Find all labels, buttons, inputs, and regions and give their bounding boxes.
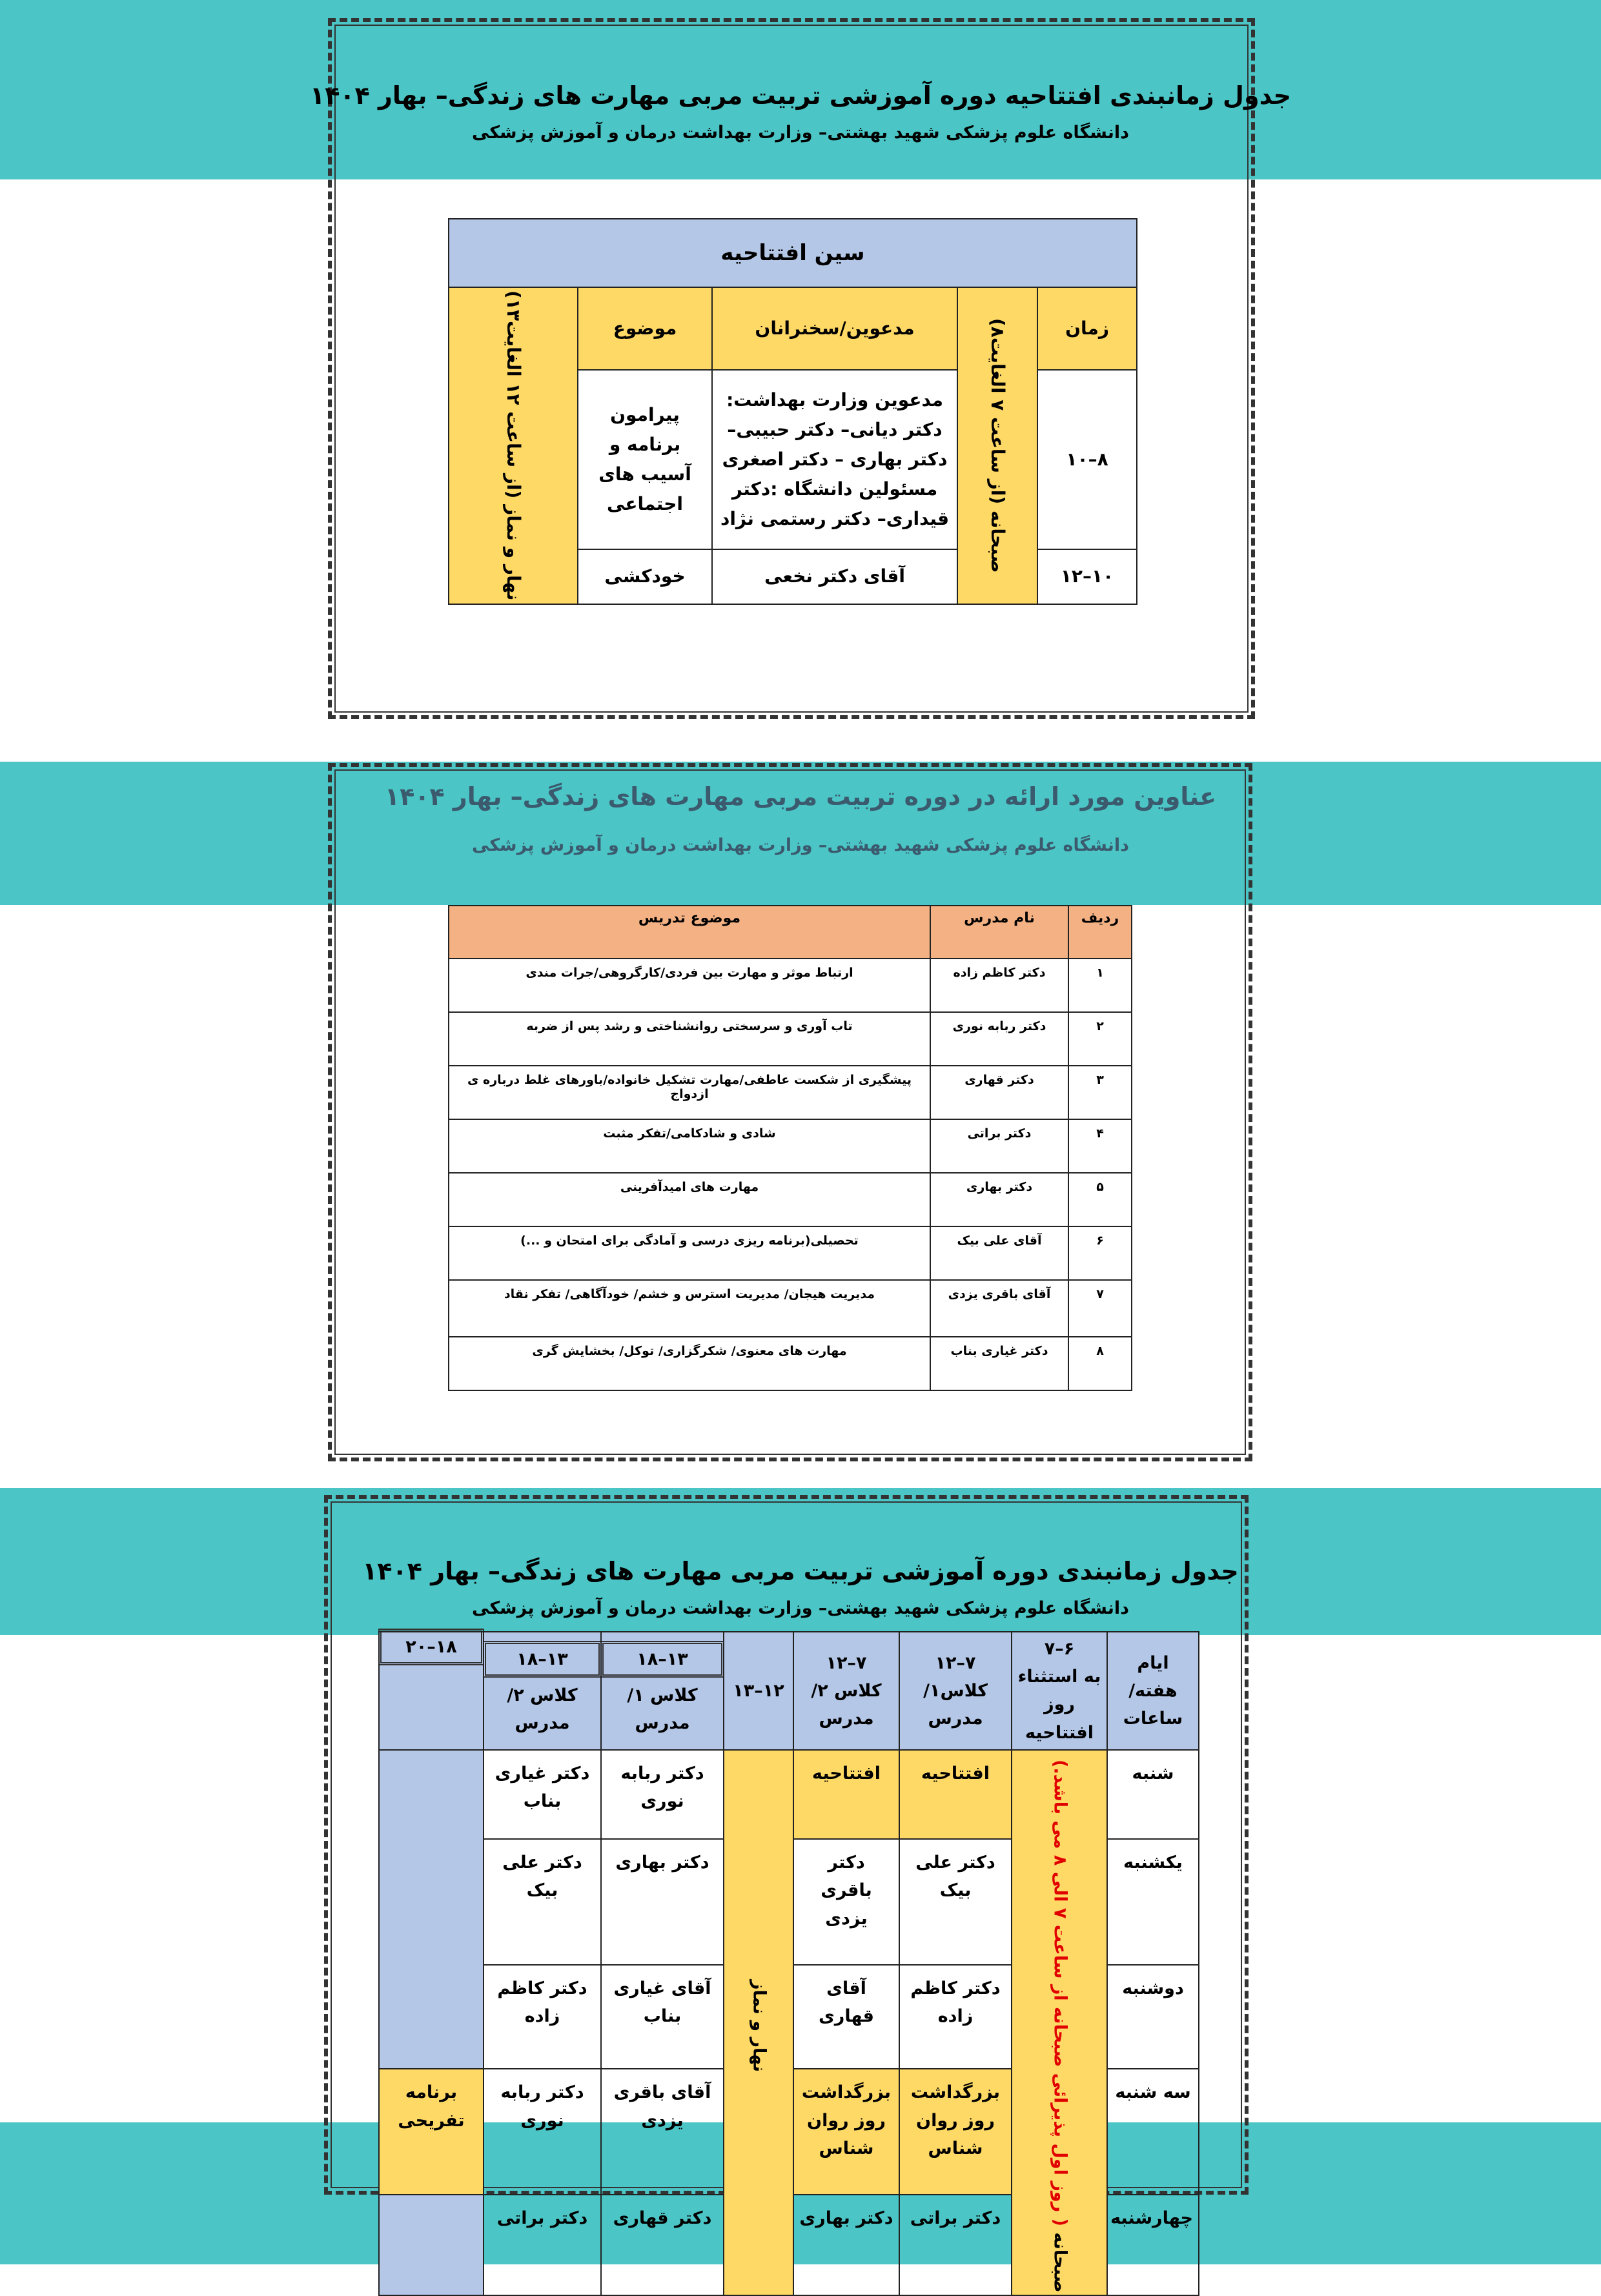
header-13-18a-time: ۱۳–۱۸	[600, 1641, 724, 1678]
table-row	[449, 1173, 1132, 1226]
morning-class2: دکتر بهاری	[793, 2195, 899, 2295]
header-guests: مدعوین/سخنرانان	[712, 287, 957, 370]
header-7-12a-time: ۷–۱۲	[935, 1652, 976, 1673]
table-row	[449, 1280, 1132, 1337]
row-subject: مدیریت هیجان/ مدیریت استرس و خشم/ خودآگاهی/ تفکر نقاد	[449, 1280, 930, 1337]
row-subject: تاب آوری و سرسختی روانشناختی و رشد پس از ضربه	[449, 1012, 930, 1066]
header-class1b: کلاس ۱/ مدرس	[627, 1685, 698, 1733]
row-subject: تحصیلی(برنامه ریزی درسی و آمادگی برای امتحان و ...)	[449, 1226, 930, 1280]
header-class2b: کلاس ۲/ مدرس	[507, 1685, 578, 1733]
day-cell: یکشنبه	[1107, 1839, 1199, 1965]
morning-class2: بزرگداشت روز روان شناس	[793, 2069, 899, 2195]
row-teacher: دکتر بهاری	[930, 1173, 1068, 1226]
header-row-number: ردیف	[1068, 906, 1132, 959]
morning-class1: بزرگداشت روز روان شناس	[899, 2069, 1012, 2195]
row-subject: مهارت های معنوی/ شکرگزاری/ توکل/ بخشایش گری	[449, 1337, 930, 1390]
row-teacher: دکتر کاظم زاده	[930, 959, 1068, 1012]
day-cell: دوشنبه	[1107, 1965, 1199, 2069]
row2-topic: خودکشی	[578, 549, 712, 604]
afternoon-class2: دکتر کاظم زاده	[484, 1965, 601, 2069]
morning-class1: دکتر براتی	[899, 2195, 1012, 2295]
table-row	[449, 1012, 1132, 1066]
header-18-20	[379, 1632, 484, 1750]
breakfast-label: صبحانه (از ساعت ۷ الغایت۸)	[987, 318, 1009, 573]
breakfast-note: ( روز اول پذیرائی صبحانه از ساعت ۷ الی ۸ می باشد.)	[1050, 1759, 1070, 2226]
opening-table-title: سین افتتاحیه	[449, 219, 1137, 287]
row-subject: مهارت های امیدآفرینی	[449, 1173, 930, 1226]
row-number: ۱	[1068, 959, 1132, 1012]
row-number: ۲	[1068, 1012, 1132, 1066]
day-cell: سه شنبه	[1107, 2069, 1199, 2195]
breakfast-cell	[1012, 1750, 1107, 2296]
header-7-12-class1	[899, 1632, 1012, 1750]
row2-guests: آقای دکتر نخعی	[712, 549, 957, 604]
morning-class1: دکتر کاظم زاده	[899, 1965, 1012, 2069]
table-row	[449, 1066, 1132, 1119]
afternoon-class2: دکتر غیاری بناب	[484, 1750, 601, 1839]
breakfast-label: صبحانه	[1050, 2232, 1070, 2293]
section1-subtitle: دانشگاه علوم پزشکی شهید بهشتی– وزارت بهداشت درمان و آموزش پزشکی	[472, 123, 1129, 143]
afternoon-class1: دکتر ربابه نوری	[601, 1750, 724, 1839]
recreation-cell: برنامه تفریحی	[379, 2069, 484, 2195]
breakfast-vertical	[1046, 1760, 1073, 2293]
morning-class2: دکتر باقری یزدی	[793, 1839, 899, 1965]
header-teacher: نام مدرس	[930, 906, 1068, 959]
section2-subtitle: دانشگاه علوم پزشکی شهید بهشتی– وزارت بهداشت درمان و آموزش پزشکی	[472, 835, 1129, 855]
table-row	[379, 1750, 1199, 1839]
lunch-cell	[724, 1750, 793, 2296]
lunch-cell	[449, 287, 578, 604]
table-row	[449, 1337, 1132, 1390]
row1-time: ۸–۱۰	[1037, 370, 1137, 549]
opening-table	[448, 218, 1137, 605]
morning-class2: آقای قهاری	[793, 1965, 899, 2069]
header-18-20-time: ۱۸–۲۰	[378, 1629, 484, 1665]
schedule-table	[378, 1631, 1199, 2296]
row-number: ۵	[1068, 1173, 1132, 1226]
row1-topic: پیرامون برنامه و آسیب های اجتماعی	[578, 370, 712, 549]
evening-empty	[379, 1750, 484, 2069]
row-teacher: دکتر قهاری	[930, 1066, 1068, 1119]
table-row	[449, 1226, 1132, 1280]
row-teacher: دکتر براتی	[930, 1119, 1068, 1173]
afternoon-class1: آقای باقری یزدی	[601, 2069, 724, 2195]
afternoon-class2: دکتر ربابه نوری	[484, 2069, 601, 2195]
header-13-18-class2	[484, 1632, 601, 1750]
day-cell: چهارشنبه	[1107, 2195, 1199, 2295]
row-subject: پیشگیری از شکست عاطفی/مهارت تشکیل خانواده/باورهای غلط درباره ی ازدواج	[449, 1066, 930, 1119]
day-cell: شنبه	[1107, 1750, 1199, 1839]
section3-subtitle: دانشگاه علوم پزشکی شهید بهشتی– وزارت بهداشت درمان و آموزش پزشکی	[472, 1598, 1129, 1618]
morning-class1: دکتر علی بیک	[899, 1839, 1012, 1965]
row2-time: ۱۰–۱۲	[1037, 549, 1137, 604]
morning-class1: افتتاحیه	[899, 1750, 1012, 1839]
header-topic: موضوع	[578, 287, 712, 370]
row-teacher: دکتر ربابه نوری	[930, 1012, 1068, 1066]
morning-class2: افتتاحیه	[793, 1750, 899, 1839]
row-number: ۳	[1068, 1066, 1132, 1119]
row-subject: شادی و شادکامی/تفکر مثبت	[449, 1119, 930, 1173]
header-class1: کلاس۱/ مدرس	[923, 1680, 988, 1729]
header-6-7	[1012, 1632, 1107, 1750]
evening-empty	[379, 2195, 484, 2295]
breakfast-cell	[957, 287, 1037, 604]
row-number: ۸	[1068, 1337, 1132, 1390]
header-7-12b-time: ۷–۱۲	[826, 1652, 867, 1673]
afternoon-class2: دکتر علی بیک	[484, 1839, 601, 1965]
row-subject: ارتباط موثر و مهارت بین فردی/کارگروهی/جرات مندی	[449, 959, 930, 1012]
header-days: ایام هفته/ساعات	[1107, 1632, 1199, 1750]
row-teacher: آقای باقری یزدی	[930, 1280, 1068, 1337]
header-6-7-note: به استثناء روز افتتاحیه	[1017, 1667, 1101, 1743]
header-7-12-class2	[793, 1632, 899, 1750]
header-time: زمان	[1037, 287, 1137, 370]
section2-title: عناوین مورد ارائه در دوره تربیت مربی مهارت های زندگی– بهار ۱۴۰۴	[384, 782, 1217, 811]
afternoon-class1: آقای غیاری بناب	[601, 1965, 724, 2069]
topics-table	[448, 905, 1132, 1391]
afternoon-class1: دکتر قهاری	[601, 2195, 724, 2295]
header-6-7-time: ۶–۷	[1044, 1639, 1075, 1659]
row-number: ۷	[1068, 1280, 1132, 1337]
header-13-18-class1	[601, 1632, 724, 1750]
row-teacher: دکتر غیاری بناب	[930, 1337, 1068, 1390]
header-13-18b-time: ۱۳–۱۸	[483, 1641, 602, 1678]
lunch-label: نهار و نماز (از ساعت ۱۲ الغایت۱۳)	[503, 290, 525, 601]
afternoon-class2: دکتر براتی	[484, 2195, 601, 2295]
row-number: ۶	[1068, 1226, 1132, 1280]
header-class2: کلاس ۲/مدرس	[811, 1680, 882, 1729]
header-12-13: ۱۲–۱۳	[724, 1632, 793, 1750]
section3-title: جدول زمانبندی دوره آموزشی تربیت مربی مهارت های زندگی– بهار ۱۴۰۴	[362, 1557, 1239, 1585]
table-row	[449, 959, 1132, 1012]
row-teacher: آقای علی بیک	[930, 1226, 1068, 1280]
section1-title: جدول زمانبندی افتتاحیه دوره آموزشی تربیت مربی مهارت های زندگی– بهار ۱۴۰۴	[310, 81, 1291, 110]
row-number: ۴	[1068, 1119, 1132, 1173]
table-row	[449, 1119, 1132, 1173]
lunch-label: نهار و نماز	[749, 1979, 770, 2073]
afternoon-class1: دکتر بهاری	[601, 1839, 724, 1965]
header-subject: موضوع تدریس	[449, 906, 930, 959]
row1-guests: مدعوین وزارت بهداشت: دکتر دیانی– دکتر حبیبی– دکتر بهاری – دکتر اصغری مسئولین دانشگاه :دکتر قیداری– دکتر رستمی نژاد	[712, 370, 957, 549]
